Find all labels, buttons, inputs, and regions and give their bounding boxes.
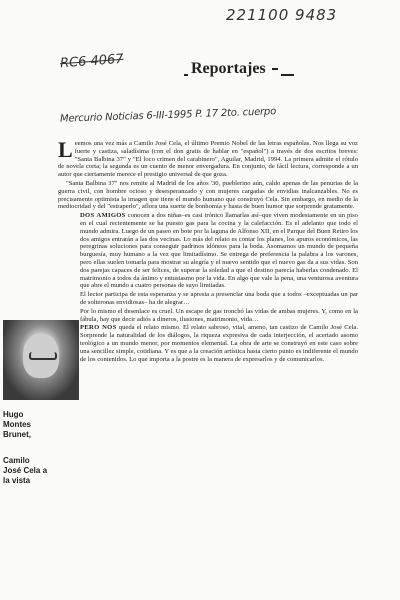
handwritten-reference-number: 221100 9483 bbox=[226, 6, 338, 24]
section-title: Reportajes bbox=[188, 60, 281, 78]
handwritten-archive-code: RC6 4067 bbox=[59, 51, 125, 72]
article-paragraph: El lector participa de esta esperanza y se apresta a presenciar una boda que a todos –exceptuadas un par de solteronas envidiosas– ha de alegrar… bbox=[80, 291, 358, 306]
photo-caption-author: Hugo Montes Brunet, bbox=[3, 410, 31, 439]
article-body bbox=[58, 137, 358, 364]
photo-caption-title: Camilo José Cela a la vista bbox=[3, 456, 48, 485]
article-paragraph: Por lo mismo el desenlace es cruel. Un escape de gas tronchó las vidas de ambas mujeres. Y, como en la fábula, hay que decir adiós a dineros, ilusiones, matrimonio, vida… bbox=[80, 307, 358, 323]
paragraph-lead: DOS AMIGOS bbox=[80, 212, 126, 220]
article-paragraph: "Santa Balbina 37" nos remite al Madrid de los años '30, pueblerino aún, caldo apenas de las penurias de la guerra civil, con hombre ocioso y desesperanzado y con mujeres cargadas de envidias inalcanzables. No es precisamente optimista la imagen que tiene el mundo humano que construyó Cela. Sin embargo, en medio de la mediocridad y del "estraperlo", aflora una suerte de bonhomía y hasta de buen humor que sorprende gratamente. bbox=[58, 179, 358, 211]
article-paragraph: DOS AMIGOS conocen a dos niñas–es casi irónico llamarlas así–que viven modestamente en un piso en el cual recientemente se ha puesto gas para la cocina y la calefacción. Es el adelanto que todo el mundo admira. Luego de un paseo en bote por la laguna de Alfonso XII, en el Parque del Buen Retiro los dos amigos entrarán a las dos vecinas. Lo más del relato es contar los planes, los apuros económicos, las peregrinas soluciones para conseguir padrinos idóneos para la boda. Asomamos un mundo de pequeña burguesía, muy humano a la vez que limitadísimo. Se entrega de preferencia la palabra a los varones, pero ellas suelen tomarla para mostrar su alegría y el nuevo sentido que el nuevo gas da a sus vidas. Son dos parejas capaces de ser felices, de superar la soledad a que el destino parecía haberlas condenado. El matrimonio a todos da ánimo y entusiasmo por la vida. En algo que vale la pena, una venturosa aventura que abre el mundo a cuatro personas de suyo limitadas. bbox=[80, 212, 358, 290]
article-paragraph: Leemos una vez más a Camilo José Cela, el último Premio Nobel de las letras españolas. Nos llega su voz fuerte y castiza, saladísima (con el don gratis de hablar en "español") a través de dos escritos breves: "Santa Balbina 37" y "El loco crimen del carabinero", Aguilar, Madrid, 1994. La primera admite el rótulo de novela corta; la segunda es un cuento de menor envergadura. En conjunto, de fácil lectura, corresponde a un autor que ciertamente merece el prestigio universal de que goza. bbox=[58, 137, 358, 179]
paragraph-lead: PERO NOS bbox=[80, 324, 117, 332]
drop-cap: L bbox=[58, 137, 73, 162]
article-paragraph: PERO NOS queda el relato mismo. El relato sabroso, vital, ameno, tan castizo de Camilo José Cela. Sorprende la naturalidad de los diálogos, la riqueza expresiva de cada interjección, el acertado asomo teológico a un mundo menor, por momentos elemental. La obra de arte se construyó en este caso sobre una sencillez simple, cotidiana. Y es que a la creación artística hasta cierto punto es indiferente el mundo de los contenidos. Lo que importa a la postre es la manera de expresarlos y de comunicarlos. bbox=[80, 324, 358, 363]
handwritten-source-note: Mercurio Noticias 6-III-1995 P. 17 2to. cuerpo bbox=[59, 106, 277, 125]
